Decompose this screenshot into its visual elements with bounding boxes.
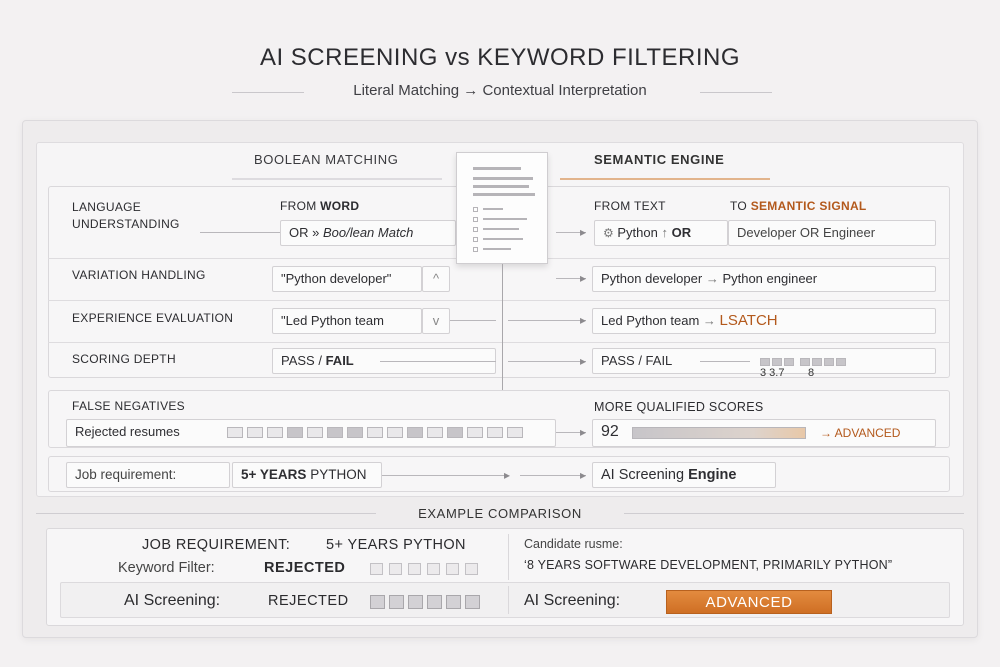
subtitle: Literal Matching → Contextual Interpretation xyxy=(353,82,647,99)
arrow-right-icon: ▸ xyxy=(580,354,587,368)
arrow-right-icon: ▸ xyxy=(580,425,587,439)
advanced-badge: ADVANCED xyxy=(666,590,832,614)
chevron-down-icon: v xyxy=(422,308,450,334)
example-rule-right xyxy=(624,513,964,514)
arrow-right-icon: → xyxy=(705,271,719,286)
arrow-right-icon: ▸ xyxy=(580,313,587,327)
example-job-label: JOB REQUIREMENT: xyxy=(142,537,291,553)
gear-icon: ⚙ xyxy=(603,226,614,240)
connector-line xyxy=(520,475,586,476)
arrow-right-icon: ▸ xyxy=(580,468,587,482)
right-header-rule xyxy=(560,178,770,180)
example-header: EXAMPLE COMPARISON xyxy=(418,506,582,521)
connector-line xyxy=(382,475,506,476)
ai-screening-result-left: REJECTED xyxy=(268,593,349,609)
chevron-up-icon: ^ xyxy=(422,266,450,292)
job-requirement-label: Job requirement: xyxy=(66,462,230,488)
row-label-experience: EXPERIENCE EVALUATION xyxy=(72,311,234,325)
candidate-resume-label: Candidate rusme: xyxy=(524,537,623,551)
arrow-right-icon: → xyxy=(702,313,716,328)
keyword-filter-result: REJECTED xyxy=(264,560,346,576)
semantic-python-box: ⚙ Python ↑ OR xyxy=(594,220,728,246)
connector-line xyxy=(508,361,586,362)
row-label-scoring: SCORING DEPTH xyxy=(72,352,176,366)
job-requirement-value: 5+ YEARS PYTHON xyxy=(232,462,382,488)
arrow-right-icon: ▸ xyxy=(580,225,587,239)
score-value-a: 3 3.7 xyxy=(760,367,785,379)
experience-right-box: Led Python team → LSATCH xyxy=(592,308,936,334)
row-label-understanding: UNDERSTANDING xyxy=(72,217,180,231)
scoring-left-box: PASS / FAIL xyxy=(272,348,496,374)
connector-line xyxy=(200,232,280,233)
from-word-label: FROM WORD xyxy=(280,199,360,213)
subtitle-rule-right xyxy=(700,92,772,93)
arrow-right-icon: ▸ xyxy=(504,468,511,482)
more-qualified-label: MORE QUALIFIED SCORES xyxy=(594,400,764,414)
connector-line xyxy=(700,361,750,362)
resume-document-icon xyxy=(456,152,548,264)
row-label-language: LANGUAGE xyxy=(72,200,142,214)
connector-line xyxy=(508,320,586,321)
left-header-rule xyxy=(232,178,442,180)
left-column-header: BOOLEAN MATCHING xyxy=(254,152,399,167)
from-text-label: FROM TEXT xyxy=(594,199,666,213)
row-label-false-negatives: FALSE NEGATIVES xyxy=(72,399,185,413)
candidate-resume-text: ‘8 YEARS SOFTWARE DEVELOPMENT, PRIMARILY PYTHON” xyxy=(524,558,893,572)
arrow-right-icon: ▸ xyxy=(580,271,587,285)
row-divider xyxy=(48,342,950,343)
score-progress-bar xyxy=(632,427,806,439)
advanced-label: → ADVANCED xyxy=(820,426,901,440)
connector-line xyxy=(450,320,496,321)
variation-left-box: "Python developer" xyxy=(272,266,422,292)
connector-line xyxy=(380,361,496,362)
right-column-header: SEMANTIC ENGINE xyxy=(594,152,725,167)
experience-left-box: "Led Python team xyxy=(272,308,422,334)
example-divider xyxy=(508,586,509,614)
variation-right-box: Python developer → Python engineer xyxy=(592,266,936,292)
subtitle-block xyxy=(0,82,1000,102)
ai-screening-label-right: AI Screening: xyxy=(524,592,621,609)
keyword-filter-chips xyxy=(370,560,484,578)
ai-screening-chips xyxy=(370,593,484,611)
keyword-filter-label: Keyword Filter: xyxy=(118,560,215,576)
row-label-variation: VARIATION HANDLING xyxy=(72,268,206,282)
rejected-resumes-box: Rejected resumes xyxy=(66,419,556,447)
arrow-up-icon: ↑ xyxy=(661,225,668,240)
developer-engineer-box: Developer OR Engineer xyxy=(728,220,936,246)
row-divider xyxy=(48,300,950,301)
boolean-match-box: OR » Boo/lean Match xyxy=(280,220,456,246)
example-job-value: 5+ YEARS PYTHON xyxy=(326,537,466,553)
ai-engine-box: AI Screening Engine xyxy=(592,462,776,488)
score-value-b: 8 xyxy=(808,367,815,379)
page-title: AI SCREENING vs KEYWORD FILTERING xyxy=(259,44,741,71)
ai-screening-label-left: AI Screening: xyxy=(124,592,221,609)
to-semantic-label: TO SEMANTIC SIGNAL xyxy=(730,199,867,213)
score-box: 92 xyxy=(592,419,936,447)
scoring-right-box: PASS / FAIL xyxy=(592,348,936,374)
example-divider xyxy=(508,534,509,580)
